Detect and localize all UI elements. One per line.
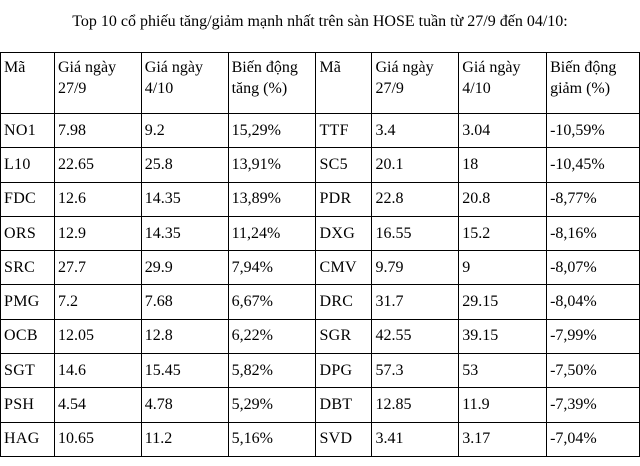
header-line: 27/9 bbox=[57, 80, 87, 97]
cell-price-27-9-up: 12.9 bbox=[54, 216, 141, 250]
cell-price-4-10-down: 3.17 bbox=[459, 422, 547, 456]
cell-price-4-10-up: 15.45 bbox=[141, 354, 228, 388]
cell-change-down: -8,07% bbox=[547, 251, 640, 285]
table-row bbox=[1, 422, 640, 456]
header-line: 27/9 bbox=[375, 80, 404, 97]
cell-change-down: -7,04% bbox=[547, 422, 640, 456]
cell-ticker-down: DRC bbox=[316, 285, 372, 319]
cell-ticker-down: DPG bbox=[316, 354, 372, 388]
cell-ticker-up: PMG bbox=[1, 285, 55, 319]
cell-ticker-up: ORS bbox=[1, 216, 55, 250]
cell-ticker-down: DBT bbox=[316, 388, 372, 422]
cell-change-down: -7,50% bbox=[547, 354, 640, 388]
cell-ticker-down: TTF bbox=[316, 114, 372, 148]
cell-change-down: -10,59% bbox=[547, 114, 640, 148]
cell-price-27-9-up: 7.2 bbox=[54, 285, 141, 319]
cell-change-down: -8,16% bbox=[547, 216, 640, 250]
table-row bbox=[1, 388, 640, 422]
cell-price-27-9-down: 16.55 bbox=[372, 216, 459, 250]
cell-price-27-9-down: 3.4 bbox=[372, 114, 459, 148]
cell-price-27-9-down: 3.41 bbox=[372, 422, 459, 456]
cell-ticker-down: DXG bbox=[316, 216, 372, 250]
cell-price-27-9-up: 12.05 bbox=[54, 319, 141, 353]
table-row bbox=[1, 148, 640, 182]
cell-ticker-up: L10 bbox=[1, 148, 55, 182]
cell-price-27-9-up: 7.98 bbox=[54, 114, 141, 148]
cell-change-up: 7,94% bbox=[228, 251, 316, 285]
cell-change-down: -7,99% bbox=[547, 319, 640, 353]
header-ticker-down bbox=[316, 53, 372, 114]
header-line: tăng (%) bbox=[231, 80, 288, 97]
header-row bbox=[1, 53, 640, 114]
header-ticker-up bbox=[1, 53, 55, 114]
cell-change-down: -7,39% bbox=[547, 388, 640, 422]
header-line: 4/10 bbox=[144, 80, 174, 97]
table-row bbox=[1, 216, 640, 250]
header-change-up bbox=[228, 53, 316, 114]
cell-price-4-10-up: 11.2 bbox=[141, 422, 228, 456]
cell-price-27-9-down: 12.85 bbox=[372, 388, 459, 422]
cell-ticker-up: HAG bbox=[1, 422, 55, 456]
cell-change-up: 5,16% bbox=[228, 422, 316, 456]
header-line: giảm (%) bbox=[550, 80, 611, 97]
cell-price-4-10-up: 14.35 bbox=[141, 182, 228, 216]
table-row bbox=[1, 319, 640, 353]
cell-price-27-9-up: 10.65 bbox=[54, 422, 141, 456]
cell-change-up: 15,29% bbox=[228, 114, 316, 148]
cell-change-down: -8,04% bbox=[547, 285, 640, 319]
cell-price-4-10-up: 14.35 bbox=[141, 216, 228, 250]
header-line: 4/10 bbox=[462, 80, 491, 97]
cell-ticker-up: SGT bbox=[1, 354, 55, 388]
header-price-27-9-down bbox=[372, 53, 459, 114]
cell-price-4-10-down: 3.04 bbox=[459, 114, 547, 148]
cell-price-4-10-down: 39.15 bbox=[459, 319, 547, 353]
table-row bbox=[1, 354, 640, 388]
cell-ticker-up: PSH bbox=[1, 388, 55, 422]
cell-price-4-10-up: 25.8 bbox=[141, 148, 228, 182]
cell-change-up: 13,89% bbox=[228, 182, 316, 216]
cell-price-27-9-down: 57.3 bbox=[372, 354, 459, 388]
header-change-down bbox=[547, 53, 640, 114]
header-line: Biến động bbox=[550, 59, 617, 76]
cell-ticker-down: SC5 bbox=[316, 148, 372, 182]
cell-change-up: 5,29% bbox=[228, 388, 316, 422]
cell-ticker-down: CMV bbox=[316, 251, 372, 285]
cell-price-4-10-down: 53 bbox=[459, 354, 547, 388]
cell-price-4-10-down: 20.8 bbox=[459, 182, 547, 216]
header-line: Giá ngày bbox=[462, 59, 521, 76]
table-row bbox=[1, 182, 640, 216]
cell-price-27-9-down: 22.8 bbox=[372, 182, 459, 216]
cell-price-4-10-down: 18 bbox=[459, 148, 547, 182]
cell-price-27-9-up: 12.6 bbox=[54, 182, 141, 216]
table-row bbox=[1, 285, 640, 319]
header-price-27-9-up bbox=[54, 53, 141, 114]
cell-price-27-9-down: 42.55 bbox=[372, 319, 459, 353]
cell-price-4-10-up: 9.2 bbox=[141, 114, 228, 148]
cell-ticker-down: PDR bbox=[316, 182, 372, 216]
cell-change-up: 6,67% bbox=[228, 285, 316, 319]
cell-ticker-up: NO1 bbox=[1, 114, 55, 148]
header-price-4-10-down bbox=[459, 53, 547, 114]
cell-change-up: 6,22% bbox=[228, 319, 316, 353]
header-line: Giá ngày bbox=[57, 59, 117, 76]
cell-change-down: -10,45% bbox=[547, 148, 640, 182]
cell-price-4-10-up: 29.9 bbox=[141, 251, 228, 285]
header-line: Giá ngày bbox=[375, 59, 434, 76]
table-row bbox=[1, 114, 640, 148]
cell-price-4-10-down: 15.2 bbox=[459, 216, 547, 250]
table-title: Top 10 cổ phiếu tăng/giảm mạnh nhất trên sàn HOSE tuần từ 27/9 đến 04/10: bbox=[72, 13, 568, 30]
cell-price-4-10-up: 12.8 bbox=[141, 319, 228, 353]
cell-price-4-10-up: 4.78 bbox=[141, 388, 228, 422]
cell-price-27-9-up: 27.7 bbox=[54, 251, 141, 285]
cell-change-up: 13,91% bbox=[228, 148, 316, 182]
header-price-4-10-up bbox=[141, 53, 228, 114]
cell-ticker-up: OCB bbox=[1, 319, 55, 353]
cell-ticker-up: SRC bbox=[1, 251, 55, 285]
cell-ticker-up: FDC bbox=[1, 182, 55, 216]
cell-change-up: 11,24% bbox=[228, 216, 316, 250]
table-row bbox=[1, 251, 640, 285]
cell-price-27-9-down: 9.79 bbox=[372, 251, 459, 285]
header-line: Mã bbox=[319, 59, 341, 76]
cell-price-4-10-down: 9 bbox=[459, 251, 547, 285]
cell-price-27-9-up: 14.6 bbox=[54, 354, 141, 388]
cell-price-27-9-down: 31.7 bbox=[372, 285, 459, 319]
cell-price-27-9-down: 20.1 bbox=[372, 148, 459, 182]
stock-movers-table bbox=[0, 52, 640, 457]
cell-ticker-down: SGR bbox=[316, 319, 372, 353]
cell-price-4-10-down: 29.15 bbox=[459, 285, 547, 319]
header-line: Mã bbox=[4, 59, 26, 76]
cell-price-27-9-up: 22.65 bbox=[54, 148, 141, 182]
cell-change-up: 5,82% bbox=[228, 354, 316, 388]
header-line: Biến động bbox=[231, 59, 298, 76]
cell-change-down: -8,77% bbox=[547, 182, 640, 216]
header-line: Giá ngày bbox=[144, 59, 203, 76]
cell-price-4-10-down: 11.9 bbox=[459, 388, 547, 422]
cell-price-4-10-up: 7.68 bbox=[141, 285, 228, 319]
cell-ticker-down: SVD bbox=[316, 422, 372, 456]
cell-price-27-9-up: 4.54 bbox=[54, 388, 141, 422]
